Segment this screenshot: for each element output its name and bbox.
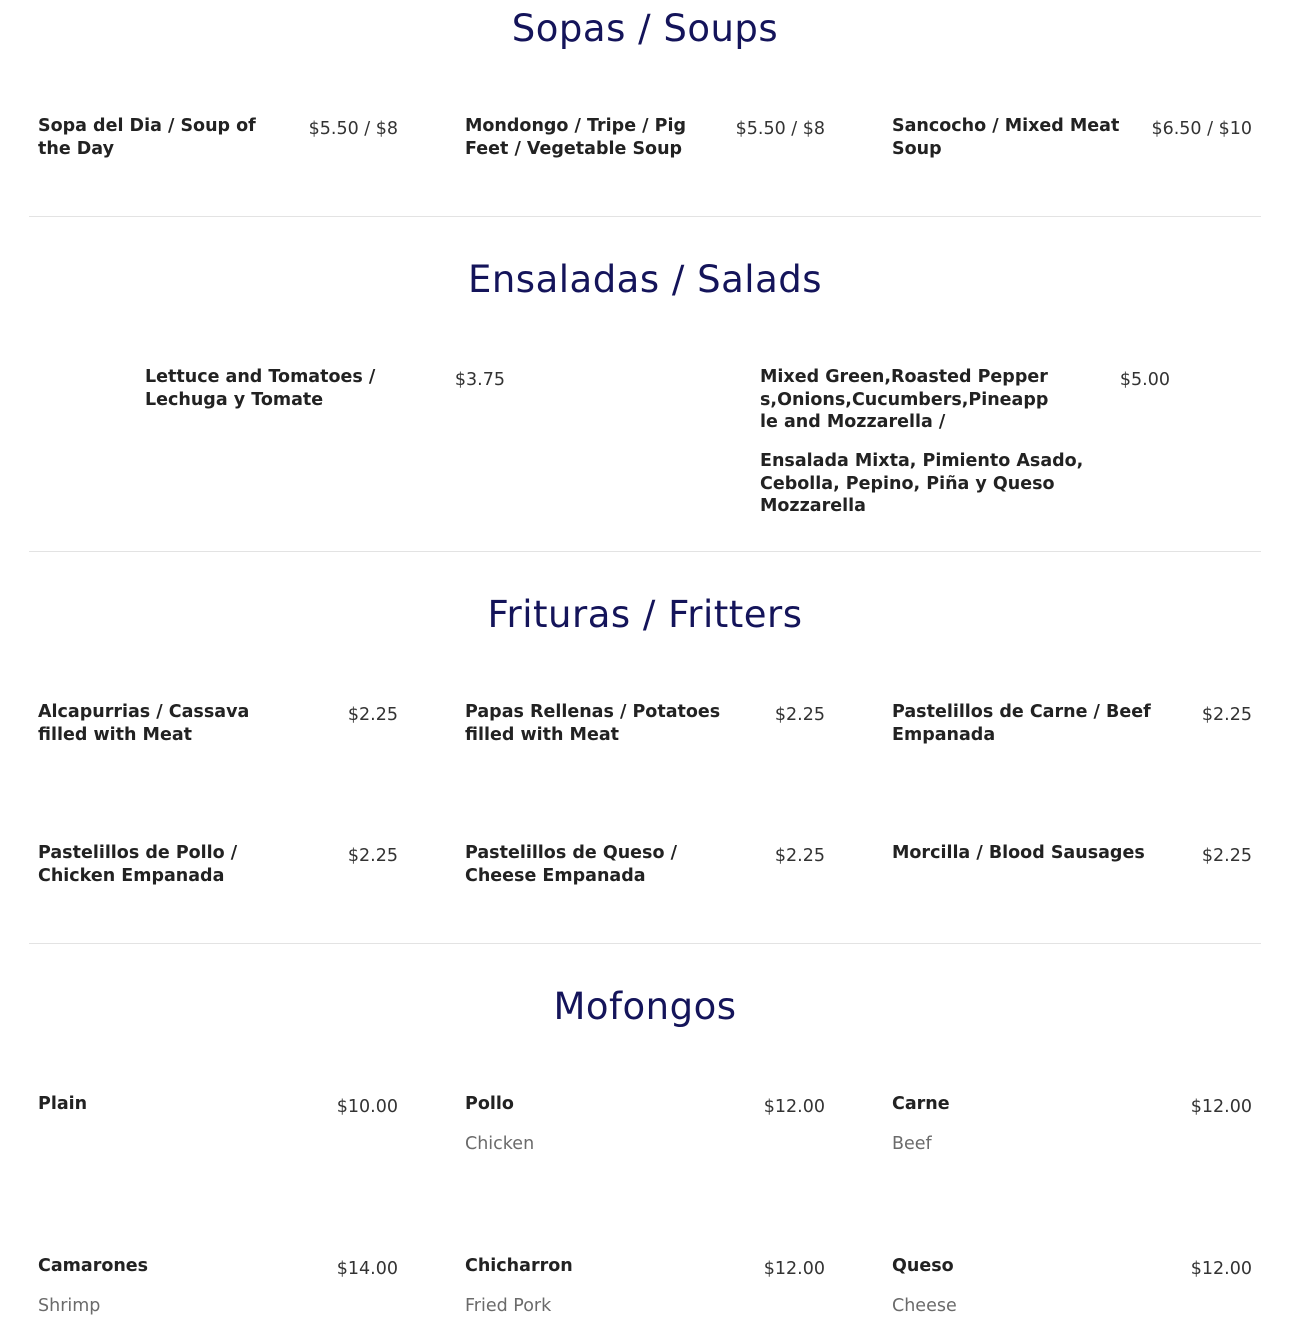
item-description: Chicken (465, 1134, 535, 1154)
item-name: Alcapurrias / Cassava filled with Meat (38, 702, 250, 745)
item-description: Cheese (892, 1296, 957, 1316)
item-price: $14.00 (336, 1259, 398, 1279)
item-name: Pastelillos de Pollo / Chicken Empanada (38, 843, 238, 886)
item-description: Fried Pork (465, 1296, 552, 1316)
item-name: Pastelillos de Queso / Cheese Empanada (465, 843, 677, 886)
section-title-salads: Ensaladas / Salads (467, 258, 823, 301)
item-price: $6.50 / $10 (1151, 119, 1252, 139)
item-name: Chicharron (465, 1256, 573, 1276)
item-name: Queso (892, 1256, 954, 1276)
section-title-soups: Sopas / Soups (511, 7, 779, 50)
item-description: Shrimp (38, 1296, 101, 1316)
item-name: Papas Rellenas / Potatoes filled with Meat (465, 702, 721, 745)
item-price: $5.50 / $8 (735, 119, 825, 139)
item-price: $12.00 (1190, 1259, 1252, 1279)
item-name: Morcilla / Blood Sausages (892, 843, 1145, 863)
item-price: $2.25 (774, 846, 825, 866)
item-description: Beef (892, 1134, 932, 1154)
item-name: Pastelillos de Carne / Beef Empanada (892, 702, 1151, 745)
item-price: $12.00 (763, 1259, 825, 1279)
item-name: Camarones (38, 1256, 149, 1276)
item-price: $5.00 (1119, 370, 1170, 390)
item-price: $12.00 (763, 1097, 825, 1117)
item-name: Sopa del Dia / Soup of the Day (38, 116, 256, 159)
item-name: Sancocho / Mixed Meat Soup (892, 116, 1120, 159)
item-name: Pollo (465, 1094, 514, 1114)
item-name: Mixed Green,Roasted Peppers,Onions,Cucumbers,Pineapple and Mozzarella / (760, 367, 1049, 432)
item-price: $3.75 (454, 370, 505, 390)
section-divider (29, 551, 1261, 552)
item-name-extra: Ensalada Mixta, Pimiento Asado, Cebolla, Pepino, Piña y Queso Mozzarella (760, 451, 1084, 516)
item-name: Lettuce and Tomatoes / Lechuga y Tomate (145, 367, 376, 410)
item-price: $2.25 (347, 846, 398, 866)
section-title-mofongos: Mofongos (553, 985, 737, 1028)
item-price: $12.00 (1190, 1097, 1252, 1117)
item-price: $5.50 / $8 (308, 119, 398, 139)
item-price: $2.25 (1201, 705, 1252, 725)
section-divider (29, 216, 1261, 217)
item-name: Mondongo / Tripe / Pig Feet / Vegetable Soup (465, 116, 686, 159)
item-name: Carne (892, 1094, 950, 1114)
item-price: $2.25 (774, 705, 825, 725)
section-title-fritters: Frituras / Fritters (487, 593, 803, 636)
item-price: $2.25 (347, 705, 398, 725)
item-price: $2.25 (1201, 846, 1252, 866)
section-divider (29, 943, 1261, 944)
item-price: $10.00 (336, 1097, 398, 1117)
item-name: Plain (38, 1094, 88, 1114)
